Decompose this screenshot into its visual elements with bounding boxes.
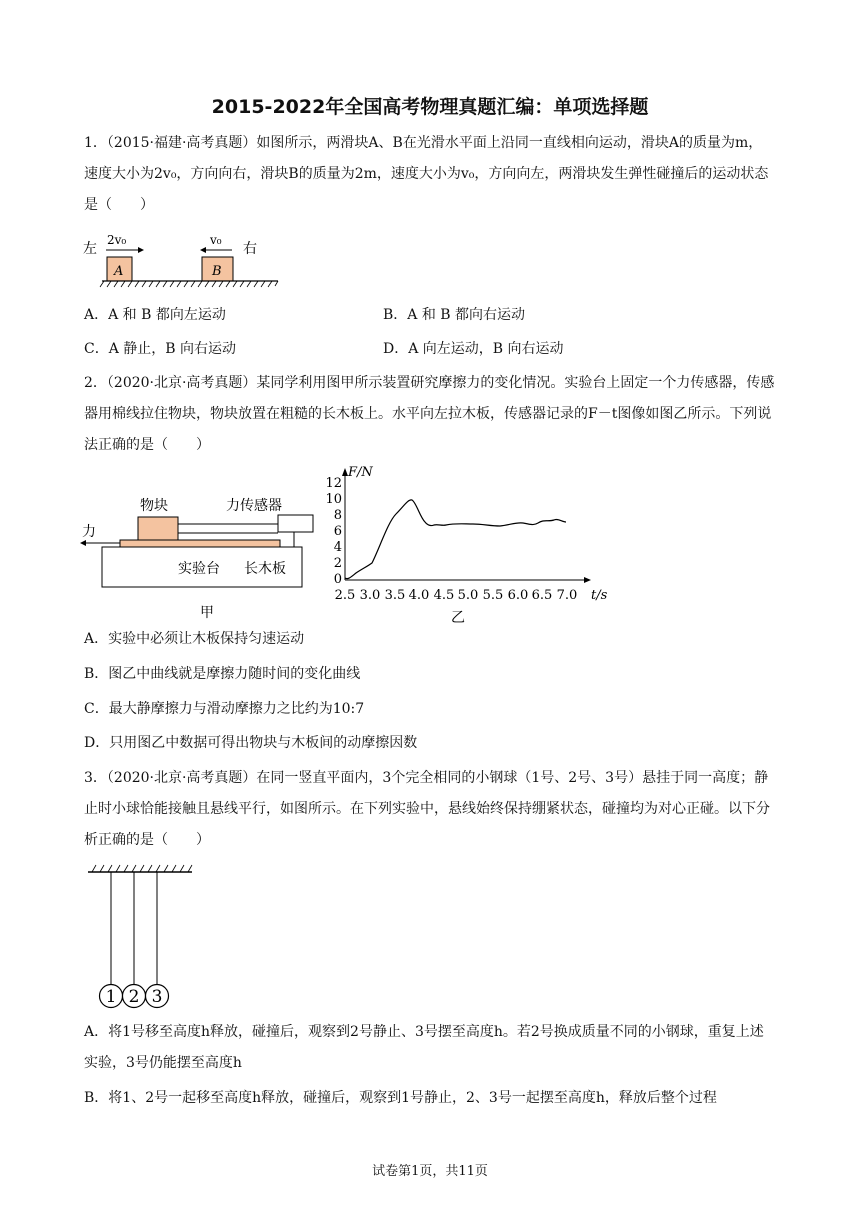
q2-option-d: D．只用图乙中数据可得出物块与木板间的动摩擦因数 bbox=[84, 735, 418, 751]
figure-q2-apparatus bbox=[80, 490, 325, 630]
ytick-8: 8 bbox=[333, 508, 342, 523]
ball-2-label: 2 bbox=[128, 987, 140, 1007]
ytick-6: 6 bbox=[333, 524, 342, 539]
graph-ylabel: F/N bbox=[348, 465, 373, 480]
label-v-b: v₀ bbox=[210, 233, 222, 247]
q2-option-b: B．图乙中曲线就是摩擦力随时间的变化曲线 bbox=[84, 666, 361, 682]
ytick-10: 10 bbox=[325, 492, 342, 507]
xtick-2-5: 2.5 bbox=[334, 588, 356, 603]
block-a-label: A bbox=[114, 264, 124, 279]
page-footer: 试卷第1页，共11页 bbox=[372, 1164, 488, 1179]
label-table: 实验台 bbox=[178, 561, 220, 577]
figure-q1-blocks bbox=[80, 228, 280, 294]
xtick-6-5: 6.5 bbox=[531, 588, 553, 603]
xtick-5-5: 5.5 bbox=[482, 588, 504, 603]
force-sensor bbox=[278, 515, 313, 532]
figure-q3-pendulums bbox=[84, 862, 199, 1012]
ytick-0: 0 bbox=[333, 572, 342, 587]
ball-1-label: 1 bbox=[105, 987, 117, 1007]
q3-option-b: B．将1、2号一起移至高度h释放，碰撞后，观察到1号静止，2、3号一起摆至高度h，释放后整个过程 bbox=[84, 1090, 717, 1106]
xtick-4-5: 4.5 bbox=[433, 588, 455, 603]
page-title: 2015-2022年全国高考物理真题汇编：单项选择题 bbox=[211, 96, 649, 118]
q1-option-a: A．A 和 B 都向左运动 bbox=[84, 307, 226, 323]
figure-q2-ft-graph bbox=[325, 462, 778, 632]
xtick-6-0: 6.0 bbox=[507, 588, 529, 603]
ft-curve bbox=[345, 500, 566, 579]
xtick-7-0: 7.0 bbox=[556, 588, 578, 603]
q2-option-a: A．实验中必须让木板保持匀速运动 bbox=[84, 631, 305, 647]
label-force: 力 bbox=[82, 524, 96, 540]
xtick-5-0: 5.0 bbox=[457, 588, 479, 603]
question-1-text: 1．（2015·福建·高考真题）如图所示，两滑块A、B在光滑水平面上沿同一直线相向运动，滑块A的质量为m，速度大小为2v₀，方向向右，滑块B的质量为2m，速度大小为v₀，方向向左，两滑块发生弹性碰撞后的运动状态是（ ） bbox=[84, 135, 769, 213]
question-2-text: 2．（2020·北京·高考真题）某同学利用图甲所示装置研究摩擦力的变化情况。实验台上固定一个力传感器，传感器用棉线拉住物块，物块放置在粗糙的长木板上。水平向左拉木板，传感器记录的F－t图像如图乙所示。下列说法正确的是（ ） bbox=[84, 375, 775, 453]
label-v-a: 2v₀ bbox=[107, 233, 127, 247]
xtick-4-0: 4.0 bbox=[408, 588, 430, 603]
ball-3-label: 3 bbox=[151, 987, 163, 1007]
label-sensor: 力传感器 bbox=[226, 498, 282, 514]
caption-jia: 甲 bbox=[200, 605, 214, 621]
label-left: 左 bbox=[83, 241, 97, 257]
q3-option-a: A．将1号移至高度h释放，碰撞后，观察到2号静止、3号摆至高度h。若2号换成质量不同的小钢球，重复上述实验，3号仍能摆至高度h bbox=[84, 1024, 764, 1071]
ytick-12: 12 bbox=[325, 476, 342, 491]
caption-yi: 乙 bbox=[451, 610, 465, 626]
graph-xlabel: t/s bbox=[591, 588, 608, 603]
ytick-2: 2 bbox=[333, 556, 342, 571]
q2-option-c: C．最大静摩擦力与滑动摩擦力之比约为10:7 bbox=[84, 701, 365, 717]
long-board bbox=[120, 540, 280, 547]
label-block: 物块 bbox=[140, 498, 168, 514]
q1-option-c: C．A 静止，B 向右运动 bbox=[84, 341, 237, 357]
q1-option-d: D．A 向左运动，B 向右运动 bbox=[383, 341, 564, 357]
label-board: 长木板 bbox=[244, 561, 286, 577]
block-b-label: B bbox=[212, 264, 222, 279]
ytick-4: 4 bbox=[333, 540, 342, 555]
xtick-3-0: 3.0 bbox=[359, 588, 381, 603]
xtick-3-5: 3.5 bbox=[384, 588, 406, 603]
label-right: 右 bbox=[243, 241, 257, 257]
block bbox=[138, 517, 178, 540]
question-3-text: 3．（2020·北京·高考真题）在同一竖直平面内，3个完全相同的小钢球（1号、2号、3号）悬挂于同一高度；静止时小球恰能接触且悬线平行，如图所示。在下列实验中，悬线始终保持绷紧状态，碰撞均为对心正碰。以下分析正确的是（ ） bbox=[84, 770, 770, 848]
q1-option-b: B．A 和 B 都向右运动 bbox=[383, 307, 526, 323]
